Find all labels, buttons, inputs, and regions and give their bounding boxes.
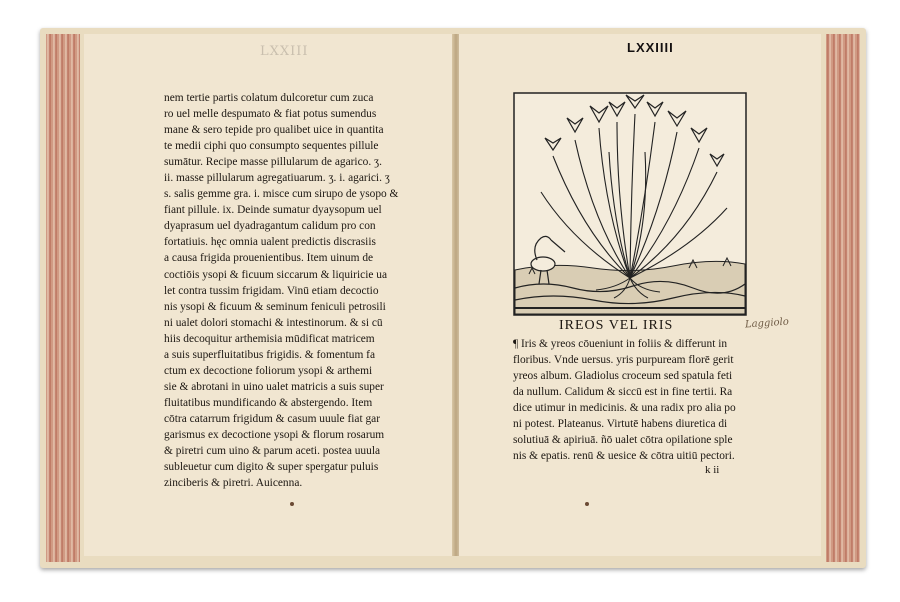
right-page-text <box>513 336 736 464</box>
text-line: & piretri cum uino & parum aceti. postea uuula <box>164 445 381 458</box>
text-line: te medii ciphi quo consumpto sequentes pillule <box>164 140 379 153</box>
text-line: dice utimur in medicinis. & una radix pro alia po <box>513 402 736 415</box>
text-line: let contra tussim frigidam. Vinū etiam decoctio <box>164 284 379 297</box>
right-page <box>458 34 821 556</box>
plant-heading: IREOS VEL IRIS <box>559 318 674 333</box>
text-line: a causa frigida prouenientibus. Item uinum de <box>164 252 374 265</box>
signature-mark: k ii <box>705 464 720 476</box>
text-line: ni potest. Plateanus. Virtutē habens diuretica di <box>513 418 728 431</box>
worm-hole <box>290 502 294 506</box>
text-line: s. salis gemme gra. i. misce cum sirupo de ysopo & <box>164 188 399 201</box>
text-line: zinciberis & piretri. Auicenna. <box>164 477 303 490</box>
text-line: sumātur. Recipe masse pillularum de agarico. ʒ. <box>164 156 382 169</box>
text-line: garismus ex decoctione ysopi & florum rosarum <box>164 428 385 441</box>
text-line: solutiuā & apiriuā. ñō ualet cōtra opilatione sple <box>513 434 733 447</box>
text-line: fiant pillule. ix. Deinde sumatur dyaysopum uel <box>164 204 382 217</box>
handwritten-margin-note: Laggiolo <box>744 316 790 331</box>
text-line: ni ualet dolori stomachi & intestinorum. & si cū <box>164 316 383 329</box>
text-line: ctum ex decoctione foliorum ysopi & arthemi <box>164 364 373 377</box>
text-line: a suis superfluitatibus frigidis. & fomentum fa <box>164 348 376 361</box>
text-line: fortatiuis. hęc omnia ualent predictis discrasiis <box>164 236 376 249</box>
text-line: coctiōis ysopi & ficuum siccarum & liquiricie ua <box>164 268 388 281</box>
iris-woodcut-illustration <box>513 92 747 316</box>
text-line: cōtra catarrum frigidum & casum uuule fiat gar <box>164 412 381 425</box>
folio-number: LXXIIII <box>627 40 674 55</box>
text-line: yreos album. Gladiolus croceum sed spatula feti <box>513 370 733 383</box>
page-edges-right <box>826 34 860 562</box>
open-book <box>40 28 866 568</box>
text-line: sie & abrotani in uino ualet matricis a suis super <box>164 380 384 393</box>
text-line: nis & epatis. renū & uesice & cōtra uitiū pectori. <box>513 450 735 463</box>
left-page-text <box>164 90 398 491</box>
text-line: ¶ Iris & yreos cōueniunt in foliis & differunt in <box>513 338 728 350</box>
text-line: floribus. Vnde uersus. yris purpuream florē gerit <box>513 354 734 367</box>
show-through-folio: LXXIII <box>260 44 309 59</box>
text-line: mane & sero tepide pro qualibet uice in quantita <box>164 124 384 137</box>
text-line: subleuetur cum digito & super spergatur puluis <box>164 461 379 474</box>
text-line: nis ysopi & ficuum & seminum feniculi petrosili <box>164 300 386 313</box>
text-line: nem tertie partis colatum dulcoretur cum zuca <box>164 92 374 104</box>
text-line: ro uel melle despumato & fiat potus sumendus <box>164 108 377 121</box>
worm-hole <box>585 502 589 506</box>
text-line: fluitatibus mundificando & abstergendo. Item <box>164 396 373 409</box>
text-line: hiis decoquitur arthemisia mūdificat matricem <box>164 332 375 345</box>
text-line: da nullum. Calidum & siccū est in fine tertii. Ra <box>513 386 733 399</box>
text-line: dyaprasum uel dyadragantum calidum pro con <box>164 220 376 233</box>
page-edges-left <box>46 34 80 562</box>
text-line: ii. masse pillularum agregatiuarum. ʒ. i. agarici. ʒ <box>164 172 390 185</box>
